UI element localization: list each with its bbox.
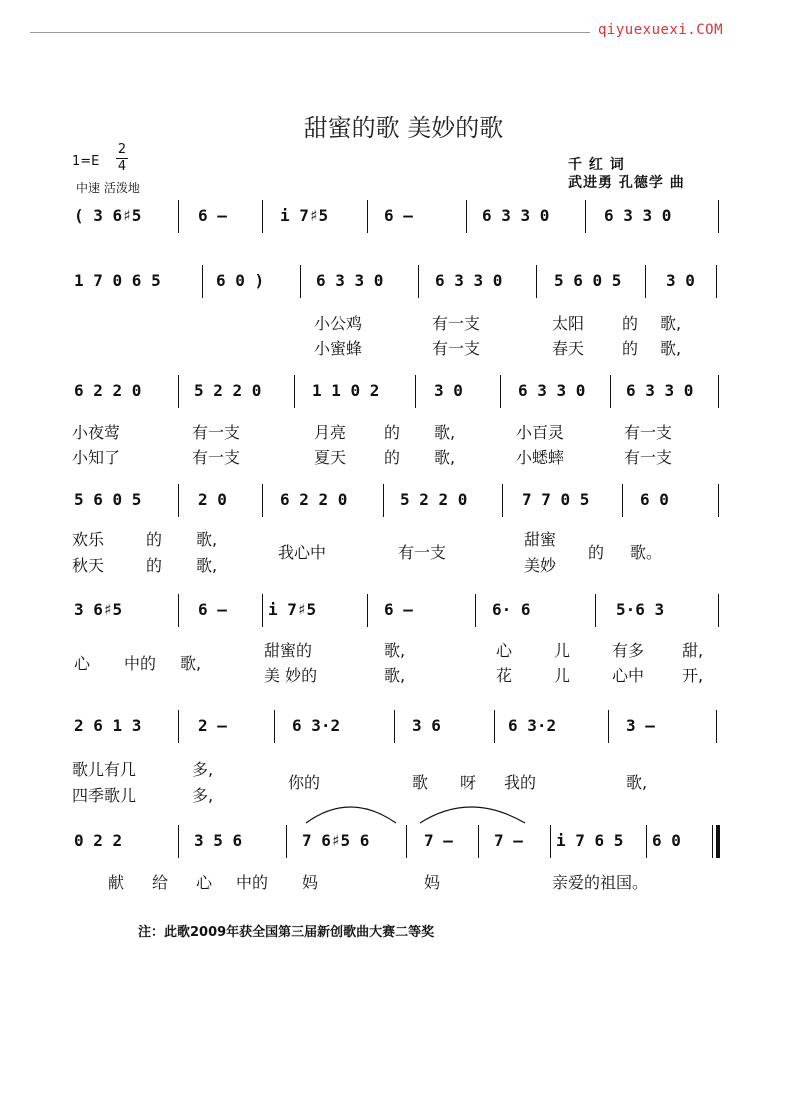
time-signature	[116, 142, 128, 175]
measure: 7 –	[424, 831, 453, 850]
lyric: 歌,	[384, 666, 406, 685]
measure: 6 –	[198, 600, 227, 619]
measure: 6 –	[198, 206, 227, 225]
lyric: 小知了	[72, 448, 121, 467]
measure: 3 6	[412, 716, 441, 735]
lyric: 有一支	[192, 448, 241, 467]
measure: 3 6♯5	[74, 600, 123, 619]
lyric: 的	[622, 339, 639, 358]
lyric: 亲爱的祖国。	[552, 873, 649, 892]
lyric: 夏天	[314, 448, 347, 467]
lyric: 妈	[302, 873, 319, 892]
lyric: 中的	[236, 873, 269, 892]
measure: 6 3 3 0	[604, 206, 672, 225]
lyric: 欢乐	[72, 530, 105, 549]
lyric: 甜蜜的	[264, 641, 313, 660]
composer-credit: 武进勇 孔德学 曲	[568, 175, 685, 191]
measure: 3 5 6	[194, 831, 243, 850]
lyric: 的	[384, 423, 401, 442]
tempo-marking: 中速 活泼地	[76, 181, 140, 195]
measure: 6 3·2	[292, 716, 341, 735]
lyric: 甜,	[682, 641, 704, 660]
lyric: 有多	[612, 641, 645, 660]
lyric: 甜蜜	[524, 530, 557, 549]
measure: 1 7 0 6 5	[74, 271, 161, 290]
measure: 6 2 2 0	[280, 490, 348, 509]
lyric: 歌儿有几	[72, 760, 137, 779]
slur-marks	[70, 797, 722, 827]
lyric: 心	[496, 641, 513, 660]
lyric: 你的	[288, 773, 321, 792]
lyric: 儿	[554, 666, 571, 685]
measure: 6 3 3 0	[435, 271, 503, 290]
lyric: 歌	[412, 773, 429, 792]
lyric: 歌,	[660, 314, 682, 333]
lyric: 歌,	[434, 423, 456, 442]
lyric: 歌,	[626, 773, 648, 792]
lyric: 小蟋蟀	[516, 448, 565, 467]
lyric: 心	[74, 654, 91, 673]
measure: 6 –	[384, 206, 413, 225]
measure: ( 3 6♯5	[74, 206, 142, 225]
lyric: 心	[196, 873, 213, 892]
lyric: 有一支	[624, 423, 673, 442]
measure: 7 –	[494, 831, 523, 850]
lyricist-credit: 千 红 词	[568, 157, 625, 173]
lyric: 歌,	[434, 448, 456, 467]
key-signature: 1=E	[72, 154, 100, 169]
measure: 6 0	[640, 490, 669, 509]
lyric: 有一支	[624, 448, 673, 467]
lyric: 小蜜蜂	[314, 339, 363, 358]
lyric: 歌,	[384, 641, 406, 660]
measure: 5 2 2 0	[194, 381, 262, 400]
lyric: 有一支	[192, 423, 241, 442]
lyric: 多,	[192, 786, 214, 805]
lyric: 有一支	[432, 339, 481, 358]
measure: 2 6 1 3	[74, 716, 142, 735]
measure: i 7 6 5	[556, 831, 624, 850]
lyric: 四季歌儿	[72, 786, 137, 805]
measure: 6 3 3 0	[316, 271, 384, 290]
notation-row-7	[70, 825, 722, 859]
lyric: 歌,	[180, 654, 202, 673]
lyric: 我的	[504, 773, 537, 792]
lyric: 的	[146, 556, 163, 575]
time-sig-bottom: 4	[117, 159, 127, 174]
time-sig-top: 2	[117, 142, 127, 157]
measure: 5·6 3	[616, 600, 665, 619]
lyric: 的	[588, 543, 605, 562]
measure: i 7♯5	[268, 600, 317, 619]
lyric: 花	[496, 666, 513, 685]
measure: 2 0	[198, 490, 227, 509]
measure: 6 3·2	[508, 716, 557, 735]
measure: 6 0 )	[216, 271, 265, 290]
measure: 7 6♯5 6	[302, 831, 370, 850]
measure: 3 0	[666, 271, 695, 290]
lyric: 呀	[460, 773, 477, 792]
lyric: 开,	[682, 666, 704, 685]
measure: 5 6 0 5	[554, 271, 622, 290]
lyric: 我心中	[278, 543, 327, 562]
lyric: 献	[108, 873, 125, 892]
measure: 6 0	[652, 831, 681, 850]
notation-row-6	[70, 710, 722, 744]
song-title: 甜蜜的歌 美妙的歌	[303, 114, 504, 142]
measure: 6 –	[384, 600, 413, 619]
lyric: 的	[622, 314, 639, 333]
lyric: 的	[384, 448, 401, 467]
notation-row-4	[70, 484, 722, 518]
lyric: 歌,	[196, 556, 218, 575]
lyric: 小夜莺	[72, 423, 121, 442]
notation-row-5	[70, 594, 722, 628]
lyric: 秋天	[72, 556, 105, 575]
lyric: 有一支	[398, 543, 447, 562]
measure: 2 –	[198, 716, 227, 735]
lyric: 美 妙的	[264, 666, 318, 685]
measure: 6· 6	[492, 600, 531, 619]
lyric: 儿	[554, 641, 571, 660]
measure: 6 3 3 0	[482, 206, 550, 225]
lyric: 有一支	[432, 314, 481, 333]
measure: 3 –	[626, 716, 655, 735]
lyric: 心中	[612, 666, 645, 685]
measure: 7 7 0 5	[522, 490, 590, 509]
lyric: 美妙	[524, 556, 557, 575]
measure: 0 2 2	[74, 831, 123, 850]
notation-row-3	[70, 375, 722, 409]
lyric: 太阳	[552, 314, 585, 333]
lyric: 的	[146, 530, 163, 549]
measure: 6 3 3 0	[626, 381, 694, 400]
lyric: 妈	[424, 873, 441, 892]
watermark: qiyuexuexi.COM	[598, 22, 724, 38]
lyric: 月亮	[314, 423, 347, 442]
measure: i 7♯5	[280, 206, 329, 225]
footnote: 注：此歌2009年获全国第三届新创歌曲大赛二等奖	[138, 925, 435, 940]
lyric: 歌,	[660, 339, 682, 358]
lyric: 给	[152, 873, 169, 892]
lyric: 多,	[192, 760, 214, 779]
lyric: 小百灵	[516, 423, 565, 442]
header-rule	[30, 32, 590, 33]
measure: 1 1 0 2	[312, 381, 380, 400]
lyric: 中的	[124, 654, 157, 673]
measure: 5 6 0 5	[74, 490, 142, 509]
measure: 6 3 3 0	[518, 381, 586, 400]
lyric: 歌,	[196, 530, 218, 549]
lyric: 春天	[552, 339, 585, 358]
measure: 6 2 2 0	[74, 381, 142, 400]
measure: 3 0	[434, 381, 463, 400]
notation-row-2	[70, 265, 722, 299]
lyric: 小公鸡	[314, 314, 363, 333]
notation-row-1	[70, 200, 722, 234]
lyric: 歌。	[630, 543, 663, 562]
measure: 5 2 2 0	[400, 490, 468, 509]
